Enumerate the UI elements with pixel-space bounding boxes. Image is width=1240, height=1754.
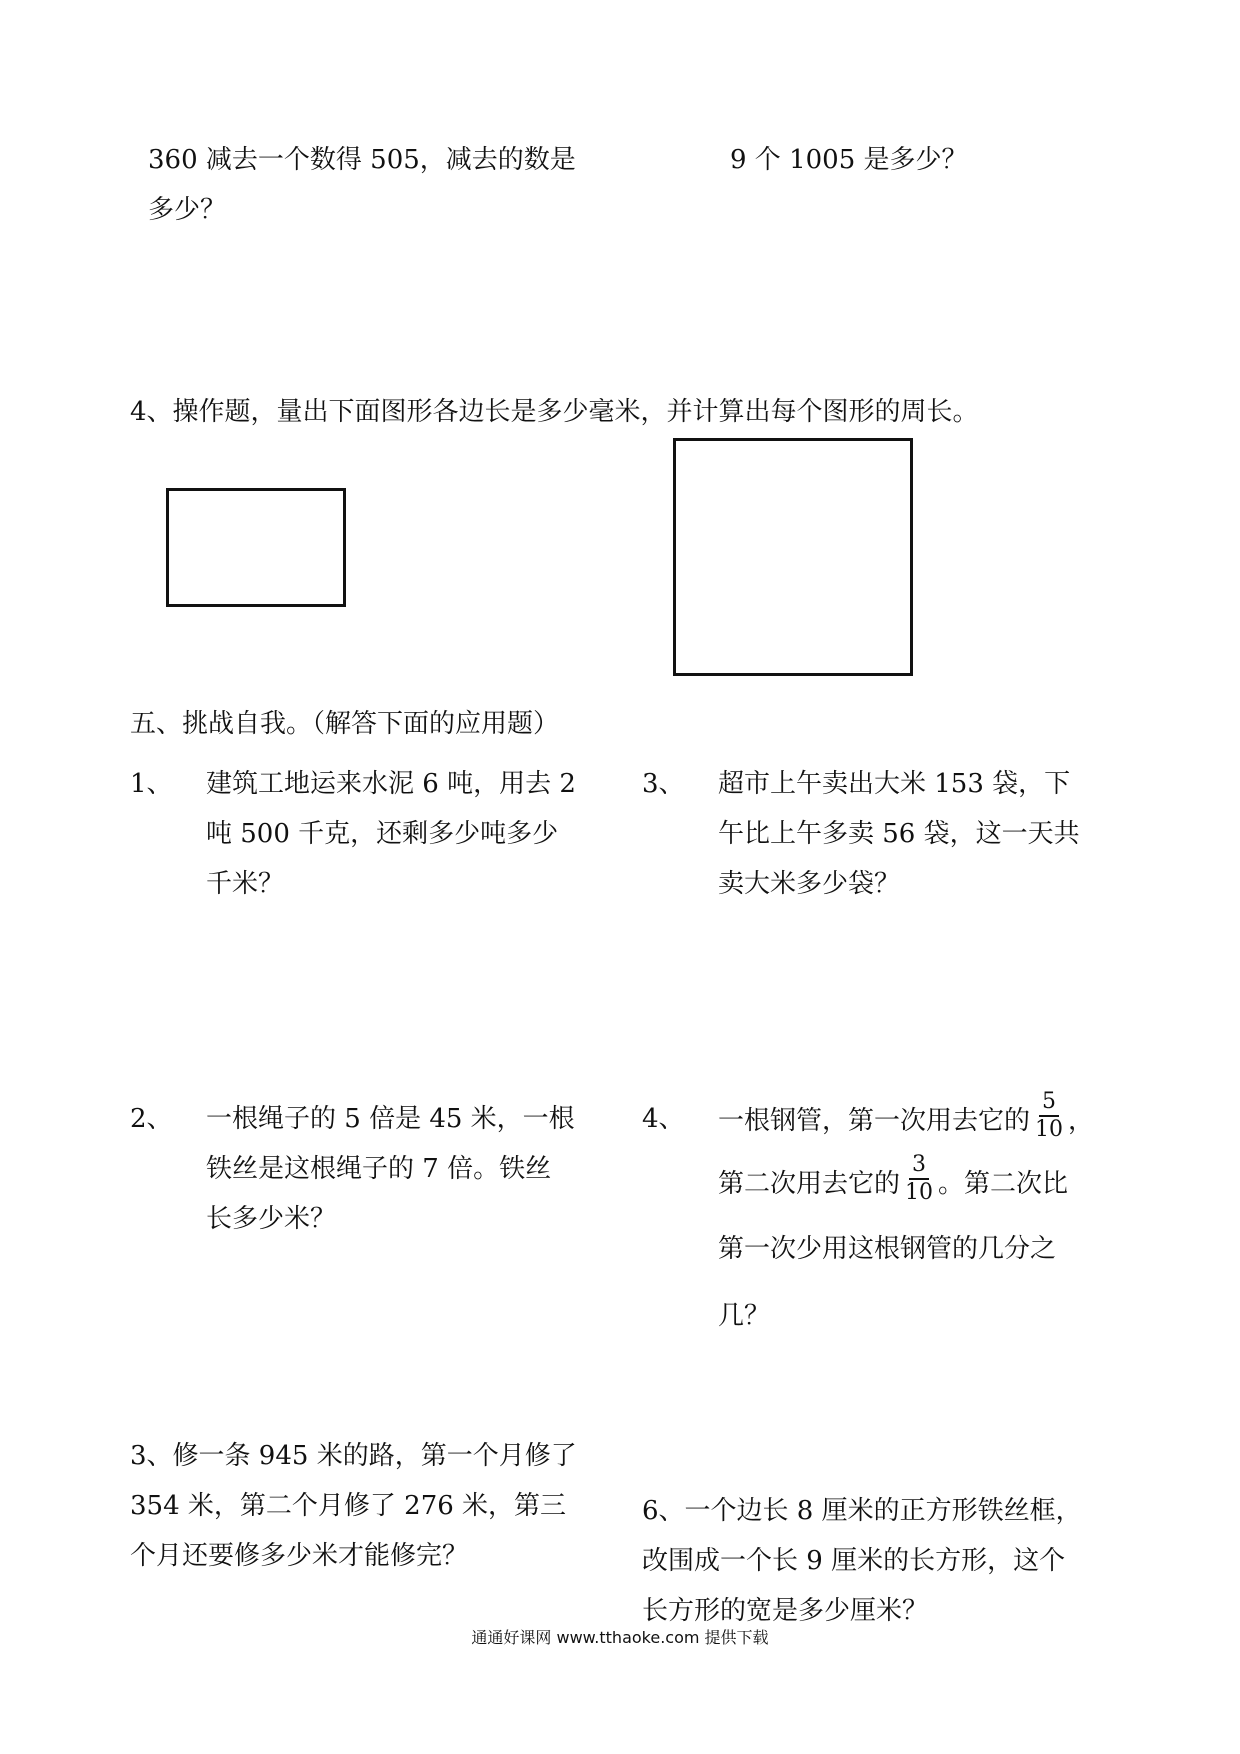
question-4-line: 第一次少用这根钢管的几分之	[718, 1234, 1057, 1264]
question-1-line: 建筑工地运来水泥 6 吨，用去 2	[206, 769, 576, 799]
question-3-line: 卖大米多少袋？	[718, 869, 901, 899]
question-4-text: 一根钢管，第一次用去它的	[718, 1106, 1031, 1136]
question-subtract-cont: 多少？	[148, 195, 227, 225]
rectangle-figure	[166, 488, 346, 607]
fraction-denominator: 10	[1035, 1117, 1064, 1142]
question-6-line: 长方形的宽是多少厘米？	[642, 1596, 929, 1626]
question-road-line: 3、修一条 945 米的路，第一个月修了	[130, 1441, 577, 1471]
fraction	[1032, 1089, 1066, 1143]
question-4-text: 第二次用去它的	[718, 1169, 901, 1199]
fraction-numerator: 5	[1039, 1089, 1059, 1117]
question-2-number: 2、	[130, 1104, 173, 1134]
question-4-line	[718, 1152, 1069, 1212]
question-6-line: 改围成一个长 9 厘米的长方形，这个	[642, 1546, 1066, 1576]
question-3-line: 午比上午多卖 56 袋，这一天共	[718, 819, 1080, 849]
question-1-number: 1、	[130, 769, 173, 799]
question-4-text: 。第二次比	[938, 1169, 1069, 1199]
question-4-text: ，	[1068, 1106, 1095, 1136]
question-4-line: 几？	[718, 1301, 771, 1331]
section-5-title: 五、挑战自我。（解答下面的应用题）	[130, 709, 560, 739]
question-road-line: 个月还要修多少米才能修完？	[130, 1541, 469, 1571]
page-footer: 通通好课网 www.tthaoke.com 提供下载	[471, 1628, 769, 1647]
question-3-number: 3、	[642, 769, 685, 799]
question-2-line: 一根绳子的 5 倍是 45 米，一根	[206, 1104, 575, 1134]
question-road-line: 354 米，第二个月修了 276 米，第三	[130, 1491, 567, 1521]
question-1-line: 千米？	[206, 869, 285, 899]
fraction-denominator: 10	[905, 1180, 934, 1205]
question-4-line	[718, 1089, 1095, 1149]
question-2-line: 铁丝是这根绳子的 7 倍。铁丝	[206, 1154, 552, 1184]
question-multiply: 9 个 1005 是多少？	[730, 145, 968, 175]
question-2-line: 长多少米？	[206, 1204, 337, 1234]
section-4-title: 4、操作题，量出下面图形各边长是多少毫米，并计算出每个图形的周长。	[130, 397, 979, 427]
fraction-numerator: 3	[909, 1152, 929, 1180]
question-subtract: 360 减去一个数得 505，减去的数是	[148, 145, 576, 175]
question-1-line: 吨 500 千克，还剩多少吨多少	[206, 819, 559, 849]
question-6-line: 6、一个边长 8 厘米的正方形铁丝框，	[642, 1496, 1082, 1526]
square-figure	[673, 438, 913, 676]
question-3-line: 超市上午卖出大米 153 袋，下	[718, 769, 1071, 799]
question-4-number: 4、	[642, 1104, 685, 1134]
fraction	[902, 1152, 936, 1206]
